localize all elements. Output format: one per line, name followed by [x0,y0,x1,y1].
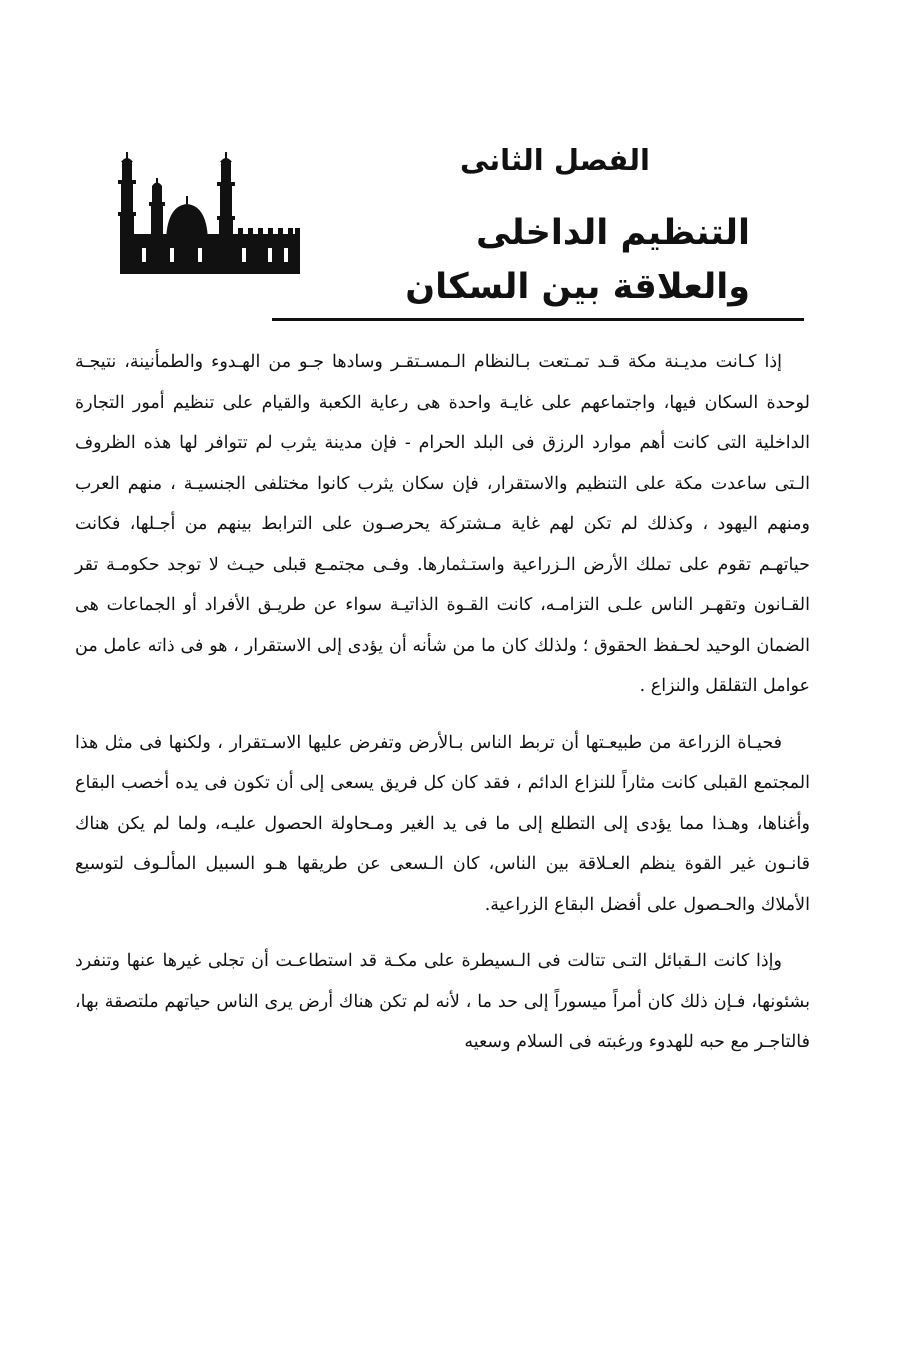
paragraph: إذا كـانت مديـنة مكة قـد تمـتعت بـالنظام الـمسـتقـر وسادها جـو من الهـدوء والطمأنينة، نتيجـة لوحدة السكان فيها، واجتماعهم على غايـة واحدة هى رعاية الكعبة والقيام على تنظيم أمور التجارة الداخلية التى كانت أهم موارد الرزق فى البلد الحرام - فإن مدينة يثرب لم تتوافر لها هذه الظروف الـتى ساعدت مكة على التنظيم والاستقرار، فإن سكان يثرب كانوا مختلفى الجنسيـة ، منهم العرب ومنهم اليهود ، وكذلك لم تكن لهم غاية مـشتركة يحرصـون على الترابط بينهم من أجـلها، فكانت حياتهـم تقوم على تملك الأرض الـزراعية واستـثمارها. وفـى مجتمـع قبلى حيـث لا توجد حكومـة تقر القـانون وتقهـر الناس علـى التزامـه، كانت القـوة الذاتيـة سواء عن طريـق الأفراد أو الجماعات هى الضمان الوحيد لحـفظ الحقوق ؛ ولذلك كان ما من شأنه أن يؤدى إلى الاستقرار ، هو فى ذاته عامل من عوامل التقلقل والنزاع . [75,352,810,696]
mosque-icon [108,148,300,274]
body-text [75,342,810,1079]
title-divider [272,318,804,321]
chapter-title: التنظيم الداخلى والعلاقة بين السكان [405,213,750,307]
paragraph: وإذا كانت الـقبائل التـى تتالت فى الـسيطرة على مكـة قد استطاعـت أن تجلى غيرها عنها وتنفرد بشئونها، فـإن ذلك كان أمراً ميسوراً إلى حد ما ، لأنه لم تكن هناك أرض يرى الناس حياتهم ملتصقة بها، فالتاجـر مع حبه للهدوء ورغبته فى السلام وسعيه [75,951,810,1052]
chapter-label: الفصل الثانى [459,143,650,177]
paragraph: فحيـاة الزراعة من طبيعـتها أن تربط الناس بـالأرض وتفرض عليها الاسـتقرار ، ولكنها فى مثل هذا المجتمع القبلى كانت مثاراً للنزاع الدائم ، فقد كان كل فريق يسعى إلى أن تكون فى يده أخصب البقاع وأغناها، وهـذا مما يؤدى إلى التطلع إلى ما فى يد الغير ومـحاولة الحصول عليـه، ولما لم يكن هناك قانـون غير القوة ينظم العـلاقة بين الناس، كان الـسعى عن طريقها هـو السبيل المألـوف لتوسيع الأملاك والحـصول على أفضل البقاع الزراعية. [75,732,810,915]
